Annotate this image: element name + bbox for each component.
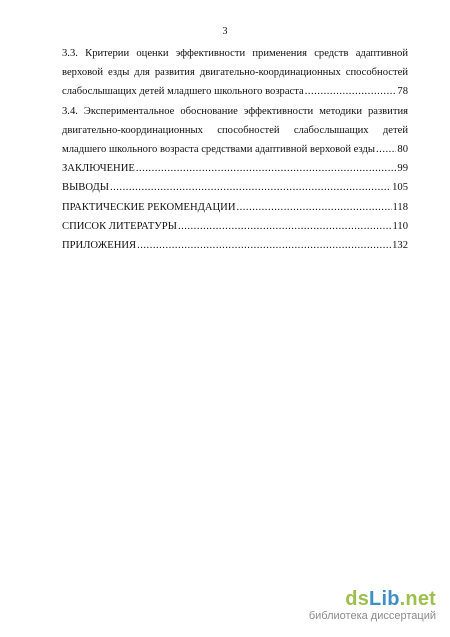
toc-entry-3-4 — [62, 102, 408, 160]
logo-part-net: .net — [399, 588, 436, 610]
toc-entry-last-line — [62, 82, 408, 101]
toc-item-conclusion — [62, 159, 408, 178]
toc-entry-line: верховой езды для развития двигательно-координационных способностей — [62, 67, 408, 79]
toc-item-references — [62, 217, 408, 236]
watermark — [309, 588, 436, 623]
dot-leader — [376, 140, 396, 159]
toc-item-findings — [62, 178, 408, 197]
toc-item-label: ПРИЛОЖЕНИЯ — [62, 240, 137, 252]
dot-leader — [236, 198, 391, 217]
toc-page-number: 110 — [392, 220, 408, 232]
watermark-subtitle: библиотека диссертаций — [308, 610, 436, 622]
watermark-logo — [309, 588, 436, 610]
dot-leader — [136, 159, 397, 178]
toc-entry-last-line — [62, 140, 408, 159]
page-number: 3 — [222, 26, 228, 37]
toc-entry-line: младшего школьного возраста средствами адаптивной верховой езды — [62, 144, 376, 156]
toc-entry-line: 3.4. Экспериментальное обоснование эффективности методики развития — [62, 105, 408, 117]
toc-item-practical-recommendations — [62, 198, 408, 217]
logo-part-lib: Lib — [369, 588, 400, 610]
toc-entry-line: слабослышащих детей младшего школьного возраста — [62, 86, 304, 98]
toc-page-number: 80 — [397, 144, 408, 156]
logo-part-ds: ds — [345, 588, 370, 610]
dot-leader — [137, 236, 391, 255]
toc-entry-line: 3.3. Критерии оценки эффективности применения средств адаптивной — [62, 48, 408, 59]
table-of-contents — [62, 44, 408, 255]
toc-page-number: 118 — [392, 201, 408, 213]
dot-leader — [110, 178, 391, 197]
toc-item-label: ЗАКЛЮЧЕНИЕ — [62, 163, 135, 175]
toc-item-label: СПИСОК ЛИТЕРАТУРЫ — [62, 220, 177, 232]
toc-page-number: 99 — [397, 163, 408, 175]
toc-entry-line: двигательно-координационных способностей слабослышащих детей — [62, 124, 408, 136]
dot-leader — [305, 82, 397, 101]
toc-item-label: ПРАКТИЧЕСКИЕ РЕКОМЕНДАЦИИ — [62, 201, 236, 213]
toc-page-number: 78 — [397, 86, 408, 98]
toc-page-number: 132 — [392, 240, 408, 252]
toc-item-appendices — [62, 236, 408, 255]
toc-item-label: ВЫВОДЫ — [62, 182, 109, 194]
toc-entry-3-3 — [62, 44, 408, 102]
dot-leader — [178, 217, 392, 236]
toc-page-number: 105 — [392, 182, 408, 194]
